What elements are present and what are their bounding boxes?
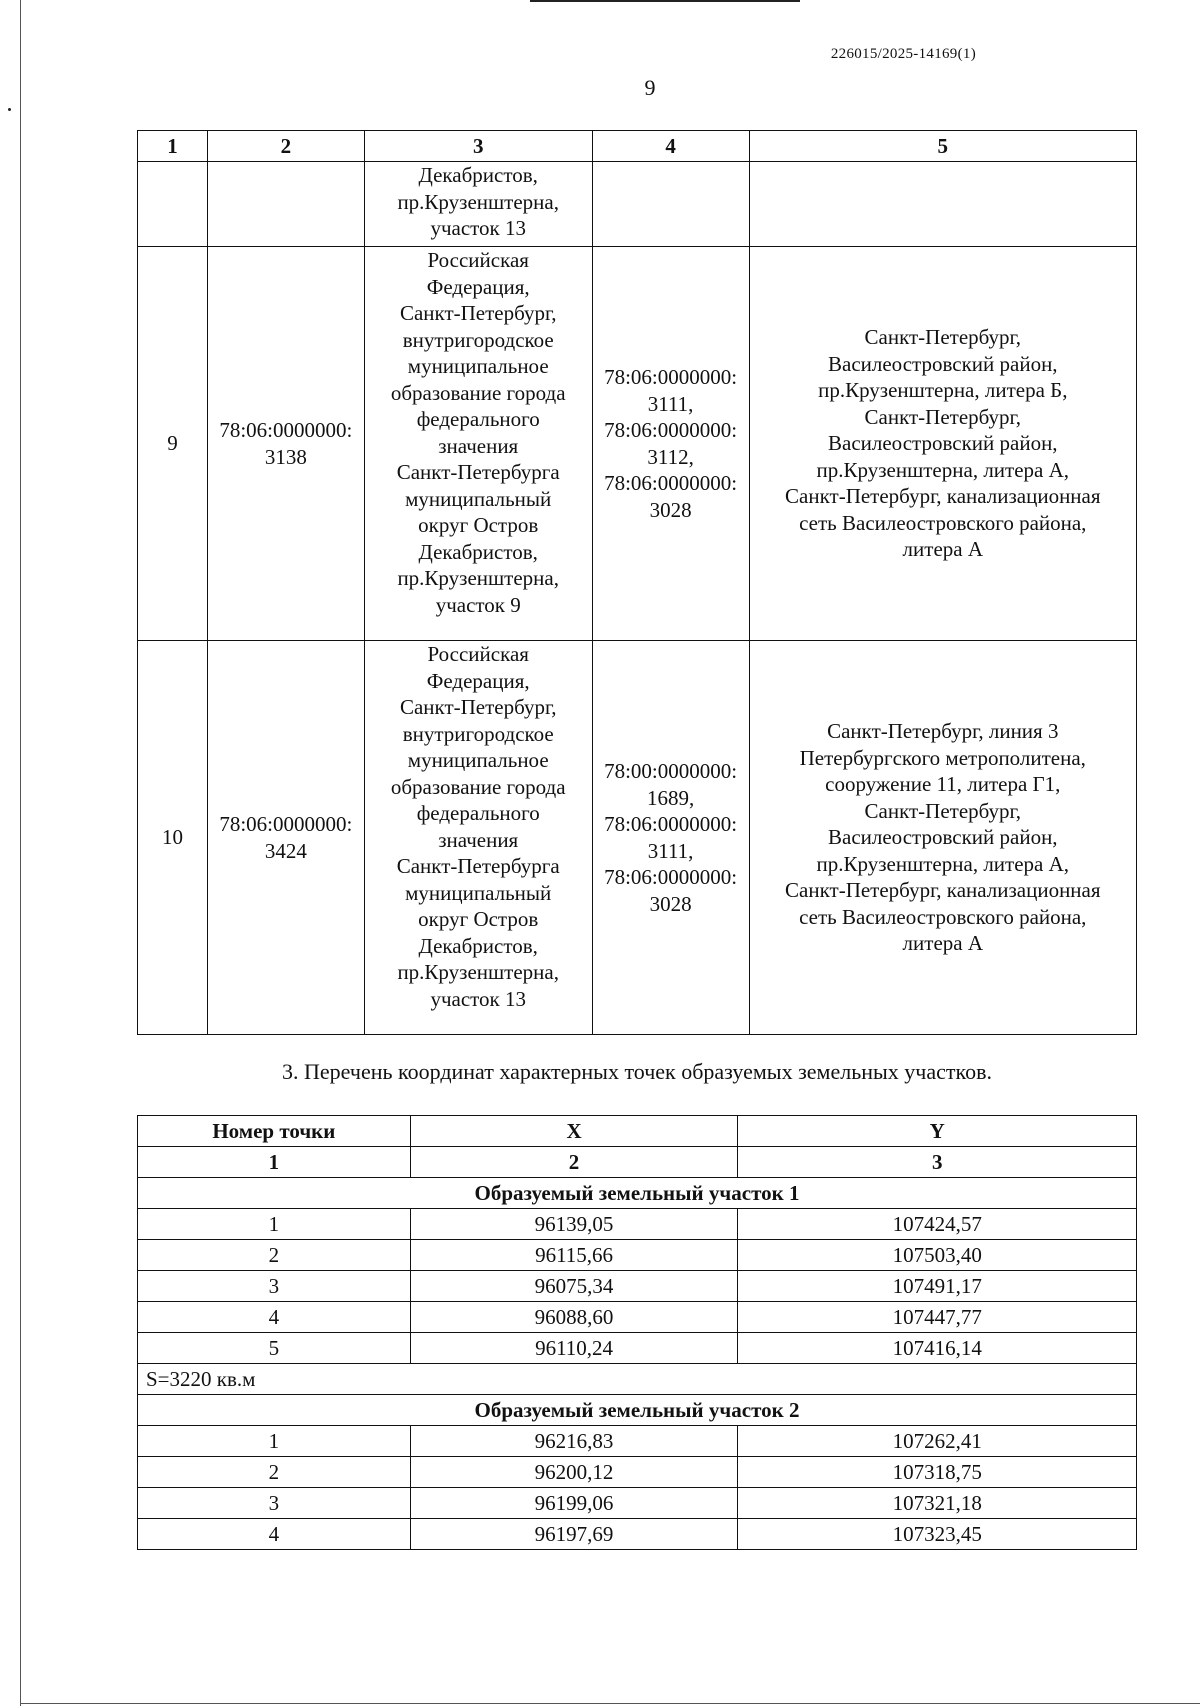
group-header-row <box>138 1395 1137 1426</box>
address-line: участок 13 <box>430 216 526 240</box>
address-line: Декабристов, <box>418 163 538 187</box>
column-header-y: Y <box>738 1116 1137 1147</box>
point-number: 3 <box>138 1488 411 1519</box>
object-line: Санкт-Петербург, <box>864 404 1022 429</box>
column-header: 2 <box>207 131 364 162</box>
related-line: 78:06:0000000: <box>604 365 738 389</box>
address-line: округ Остров <box>418 513 539 537</box>
table-row <box>138 641 1137 1035</box>
address-line: пр.Крузенштерна, <box>397 960 559 984</box>
cadastral-line: 78:06:0000000: <box>219 418 353 442</box>
point-x: 96197,69 <box>410 1519 738 1550</box>
table-row-continuation <box>138 162 1137 247</box>
page-number: 9 <box>644 75 656 100</box>
point-x: 96139,05 <box>410 1209 738 1240</box>
related-cadastral-cell <box>592 641 749 1035</box>
point-number: 4 <box>138 1519 411 1550</box>
section-caption: 3. Перечень координат характерных точек образуемых земельных участков. <box>282 1059 992 1084</box>
address-line: Санкт-Петербург, <box>399 695 557 719</box>
plot-area: S=3220 кв.м <box>138 1364 1137 1395</box>
address-line: значения <box>438 827 519 852</box>
related-line: 3111, <box>647 391 694 416</box>
address-line: внутригородское <box>402 721 554 746</box>
address-line: Федерация, <box>426 668 530 693</box>
address-cell <box>364 641 592 1035</box>
related-line: 78:06:0000000: <box>604 812 738 836</box>
related-line: 3112, <box>647 444 694 469</box>
area-row <box>138 1364 1137 1395</box>
object-line: Санкт-Петербург, <box>864 325 1022 350</box>
related-line: 3028 <box>649 891 692 916</box>
object-line: Санкт-Петербург, канализационная <box>785 878 1101 903</box>
address-line: Российская <box>427 642 529 666</box>
object-line: пр.Крузенштерна, литера А, <box>816 457 1070 482</box>
address-line: Санкт-Петербург, <box>399 301 557 325</box>
address-line: пр.Крузенштерна, <box>397 189 559 214</box>
object-line: Василеостровский район, <box>828 351 1058 376</box>
table-row <box>138 1333 1137 1364</box>
table-row <box>138 1488 1137 1519</box>
column-header-x: X <box>410 1116 738 1147</box>
point-number: 2 <box>138 1457 411 1488</box>
address-line: Санкт-Петербурга <box>396 460 560 484</box>
point-y: 107318,75 <box>738 1457 1137 1488</box>
point-number: 1 <box>138 1426 411 1457</box>
column-header: 4 <box>592 131 749 162</box>
object-line: литера А <box>902 931 983 956</box>
point-number: 5 <box>138 1333 411 1364</box>
point-x: 96199,06 <box>410 1488 738 1519</box>
related-line: 78:00:0000000: <box>604 759 738 783</box>
address-line: муниципальное <box>407 748 549 772</box>
scan-artifact-top <box>530 0 800 2</box>
point-y: 107447,77 <box>738 1302 1137 1333</box>
point-x: 96110,24 <box>410 1333 738 1364</box>
address-line: Российская <box>427 248 529 272</box>
object-line: сеть Василеостровского района, <box>799 904 1087 929</box>
related-cadastral-cell <box>592 247 749 641</box>
address-line: муниципальное <box>407 354 549 378</box>
address-line: участок 13 <box>430 986 526 1011</box>
table-row <box>138 1271 1137 1302</box>
object-line: сеть Василеостровского района, <box>799 510 1087 535</box>
table-subheader-row <box>138 1147 1137 1178</box>
point-x: 96075,34 <box>410 1271 738 1302</box>
table-row <box>138 1240 1137 1271</box>
table-row <box>138 1519 1137 1550</box>
address-line: Федерация, <box>426 274 530 299</box>
cadastral-number-cell <box>207 641 364 1035</box>
address-line: округ Остров <box>418 907 539 931</box>
object-line: литера А <box>902 537 983 562</box>
point-number: 2 <box>138 1240 411 1271</box>
address-line: Санкт-Петербурга <box>396 854 560 878</box>
object-line: пр.Крузенштерна, литера Б, <box>818 378 1068 403</box>
address-line: федерального <box>416 801 540 825</box>
document-number: 226015/2025-14169(1) <box>830 46 976 62</box>
object-line: Санкт-Петербург, канализационная <box>785 484 1101 509</box>
table-cell <box>749 162 1136 247</box>
address-line: участок 9 <box>435 592 521 617</box>
address-line: образование города <box>390 380 566 405</box>
column-header: 5 <box>749 131 1136 162</box>
object-line: Санкт-Петербург, <box>864 798 1022 823</box>
point-number: 4 <box>138 1302 411 1333</box>
scan-artifact-dot <box>8 108 11 111</box>
point-y: 107424,57 <box>738 1209 1137 1240</box>
point-x: 96088,60 <box>410 1302 738 1333</box>
table-cell <box>138 162 208 247</box>
coordinates-table <box>137 1115 1137 1550</box>
table-cell <box>592 162 749 247</box>
object-line: Василеостровский район, <box>828 431 1058 456</box>
address-line: федерального <box>416 407 540 431</box>
related-line: 3111, <box>647 838 694 863</box>
object-line: Санкт-Петербург, линия 3 <box>827 719 1059 744</box>
land-plots-table <box>137 130 1137 1035</box>
address-line: значения <box>438 433 519 458</box>
table-row <box>138 247 1137 641</box>
group-header-row <box>138 1178 1137 1209</box>
objects-cell <box>749 641 1136 1035</box>
address-line: Декабристов, <box>418 539 538 564</box>
plot-group-title: Образуемый земельный участок 1 <box>138 1178 1137 1209</box>
point-y: 107321,18 <box>738 1488 1137 1519</box>
scan-border-bottom <box>20 1703 1200 1704</box>
cadastral-number-cell <box>207 247 364 641</box>
table-cell <box>207 162 364 247</box>
column-header: 1 <box>138 131 208 162</box>
address-line: муниципальный <box>405 880 552 905</box>
column-header-point-number: Номер точки <box>138 1116 411 1147</box>
point-y: 107262,41 <box>738 1426 1137 1457</box>
address-line: внутригородское <box>402 327 554 352</box>
column-index: 3 <box>738 1147 1137 1178</box>
table-header-row <box>138 1116 1137 1147</box>
cadastral-line: 3424 <box>264 838 307 863</box>
related-line: 78:06:0000000: <box>604 865 738 889</box>
table-header-row <box>138 131 1137 162</box>
table-row <box>138 1426 1137 1457</box>
related-line: 78:06:0000000: <box>604 471 738 495</box>
point-x: 96200,12 <box>410 1457 738 1488</box>
related-line: 78:06:0000000: <box>604 418 738 442</box>
column-index: 1 <box>138 1147 411 1178</box>
table-row <box>138 1302 1137 1333</box>
cadastral-line: 3138 <box>264 444 307 469</box>
column-index: 2 <box>410 1147 738 1178</box>
plot-group-title: Образуемый земельный участок 2 <box>138 1395 1137 1426</box>
point-number: 1 <box>138 1209 411 1240</box>
object-line: сооружение 11, литера Г1, <box>825 772 1061 797</box>
cadastral-line: 78:06:0000000: <box>219 812 353 836</box>
table-row <box>138 1209 1137 1240</box>
point-number: 3 <box>138 1271 411 1302</box>
point-y: 107503,40 <box>738 1240 1137 1271</box>
address-cell <box>364 247 592 641</box>
point-x: 96115,66 <box>410 1240 738 1271</box>
scan-border-left <box>20 0 21 1706</box>
point-y: 107491,17 <box>738 1271 1137 1302</box>
point-y: 107416,14 <box>738 1333 1137 1364</box>
table-row <box>138 1457 1137 1488</box>
related-line: 1689, <box>646 785 695 810</box>
related-line: 3028 <box>649 497 692 522</box>
address-line: Декабристов, <box>418 933 538 958</box>
point-x: 96216,83 <box>410 1426 738 1457</box>
row-number: 9 <box>138 247 208 641</box>
address-cell <box>364 162 592 247</box>
object-line: Петербургского метрополитена, <box>799 745 1086 770</box>
address-line: муниципальный <box>405 486 552 511</box>
object-line: пр.Крузенштерна, литера А, <box>816 851 1070 876</box>
column-header: 3 <box>364 131 592 162</box>
address-line: пр.Крузенштерна, <box>397 566 559 590</box>
object-line: Василеостровский район, <box>828 825 1058 850</box>
point-y: 107323,45 <box>738 1519 1137 1550</box>
objects-cell <box>749 247 1136 641</box>
row-number: 10 <box>138 641 208 1035</box>
address-line: образование города <box>390 774 566 799</box>
